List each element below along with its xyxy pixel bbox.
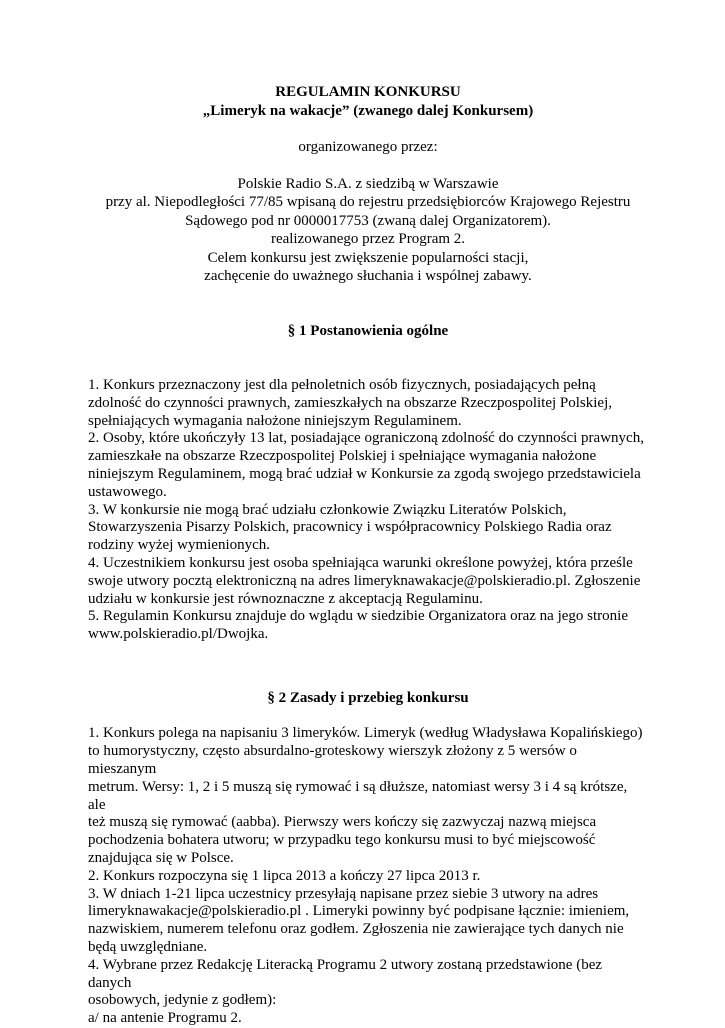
section-2-line: 3. W dniach 1-21 lipca uczestnicy przesyłają napisane przez siebie 3 utwory na adres bbox=[88, 885, 599, 902]
section-2-line: znajdująca się w Polsce. bbox=[88, 850, 234, 867]
organizer-line: Polskie Radio S.A. z siedzibą w Warszawie bbox=[237, 175, 499, 192]
section-1-line: niniejszym Regulaminem, mogą brać udział w Konkursie za zgodą swojego przedstawiciela bbox=[88, 465, 641, 482]
section-2-line: 4. Wybrane przez Redakcję Literacką Programu 2 utwory zostaną przedstawione (bez danych bbox=[88, 956, 603, 991]
title-line-1: REGULAMIN KONKURSU bbox=[275, 84, 461, 100]
section-2-line: pochodzenia bohatera utworu; w przypadku tego konkursu musi to być miejscowość bbox=[88, 832, 596, 849]
section-2-line: będą uwzględniane. bbox=[88, 939, 208, 956]
section-2-line: osobowych, jedynie z godłem): bbox=[88, 992, 277, 1009]
section-1-line: Stowarzyszenia Pisarzy Polskich, pracownicy i współpracownicy Polskiego Radia oraz bbox=[88, 519, 612, 536]
section-2-line: to humorystyczny, często absurdalno-groteskowy wierszyk złożony z 5 wersów o mieszanym bbox=[88, 743, 577, 778]
section-2-heading: § 2 Zasady i przebieg konkursu bbox=[267, 689, 469, 706]
section-1-line: swoje utwory pocztą elektroniczną na adres limeryknawakacje@polskieradio.pl. Zgłoszenie bbox=[88, 572, 641, 589]
section-2-line: metrum. Wersy: 1, 2 i 5 muszą się rymować i są dłuższe, natomiast wersy 3 i 4 są krótsze, ale bbox=[88, 778, 628, 813]
section-1-line: zamieszkałe na obszarze Rzeczpospolitej Polskiej i spełniające wymagania nałożone bbox=[88, 448, 597, 465]
organizer-line: Celem konkursu jest zwiększenie popularności stacji, bbox=[207, 249, 529, 266]
organizer-line: Sądowego pod nr 0000017753 (zwaną dalej Organizatorem). bbox=[185, 212, 551, 229]
section-1-line: 2. Osoby, które ukończyły 13 lat, posiadające ograniczoną zdolność do czynności prawnych, bbox=[88, 430, 644, 447]
section-2-line: 2. Konkurs rozpoczyna się 1 lipca 2013 a kończy 27 lipca 2013 r. bbox=[88, 867, 481, 884]
organizer-line: przy al. Niepodległości 77/85 wpisaną do rejestru przedsiębiorców Krajowego Rejestru bbox=[105, 194, 631, 210]
title-line-2: „Limeryk na wakacje” (zwanego dalej Konkursem) bbox=[202, 102, 534, 119]
section-2-line: 1. Konkurs polega na napisaniu 3 limeryków. Limeryk (według Władysława Kopalińskiego) bbox=[88, 725, 643, 742]
section-1-line: udziału w konkursie jest równoznaczne z akceptacją Regulaminu. bbox=[88, 590, 483, 607]
section-2-line: limeryknawakacje@polskieradio.pl . Limeryki powinny być podpisane łącznie: imieniem, bbox=[88, 903, 630, 920]
organizer-block bbox=[88, 175, 648, 286]
organized-by-label: organizowanego przez: bbox=[298, 139, 438, 155]
section-2-line: też muszą się rymować (aabba). Pierwszy wers kończy się zazwyczaj nazwą miejsca bbox=[88, 814, 597, 831]
organizer-line: realizowanego przez Program 2. bbox=[270, 231, 466, 247]
section-1-line: ustawowego. bbox=[88, 483, 167, 500]
section-2-line: nazwiskiem, numerem telefonu oraz godłem. Zgłoszenia nie zawierające tych danych nie bbox=[88, 921, 624, 938]
section-1-line: zdolność do czynności prawnych, zamieszkałych na obszarze Rzeczpospolitej Polskiej, bbox=[88, 394, 612, 411]
section-1-line: rodziny wyżej wymienionych. bbox=[88, 537, 271, 554]
document-page bbox=[88, 83, 648, 1028]
section-1-line: spełniających wymagania nałożone niniejszym Regulaminem. bbox=[88, 412, 462, 429]
section-1-heading: § 1 Postanowienia ogólne bbox=[287, 322, 449, 339]
section-1-body bbox=[88, 377, 648, 644]
section-1-line: 4. Uczestnikiem konkursu jest osoba spełniająca warunki określone powyżej, która prześle bbox=[88, 554, 633, 571]
section-2-line: a/ na antenie Programu 2. bbox=[88, 1010, 242, 1027]
document-title bbox=[88, 83, 648, 120]
section-1-line: 1. Konkurs przeznaczony jest dla pełnoletnich osób fizycznych, posiadających pełną bbox=[88, 377, 596, 393]
section-1-line: 3. W konkursie nie mogą brać udziału członkowie Związku Literatów Polskich, bbox=[88, 501, 567, 518]
organizer-line: zachęcenie do uważnego słuchania i wspólnej zabawy. bbox=[204, 268, 532, 284]
section-2-body bbox=[88, 725, 648, 1028]
section-1-line: www.polskieradio.pl/Dwojka. bbox=[88, 626, 269, 643]
section-1-line: 5. Regulamin Konkursu znajduje do wglądu w siedzibie Organizatora oraz na jego stronie bbox=[88, 608, 628, 625]
